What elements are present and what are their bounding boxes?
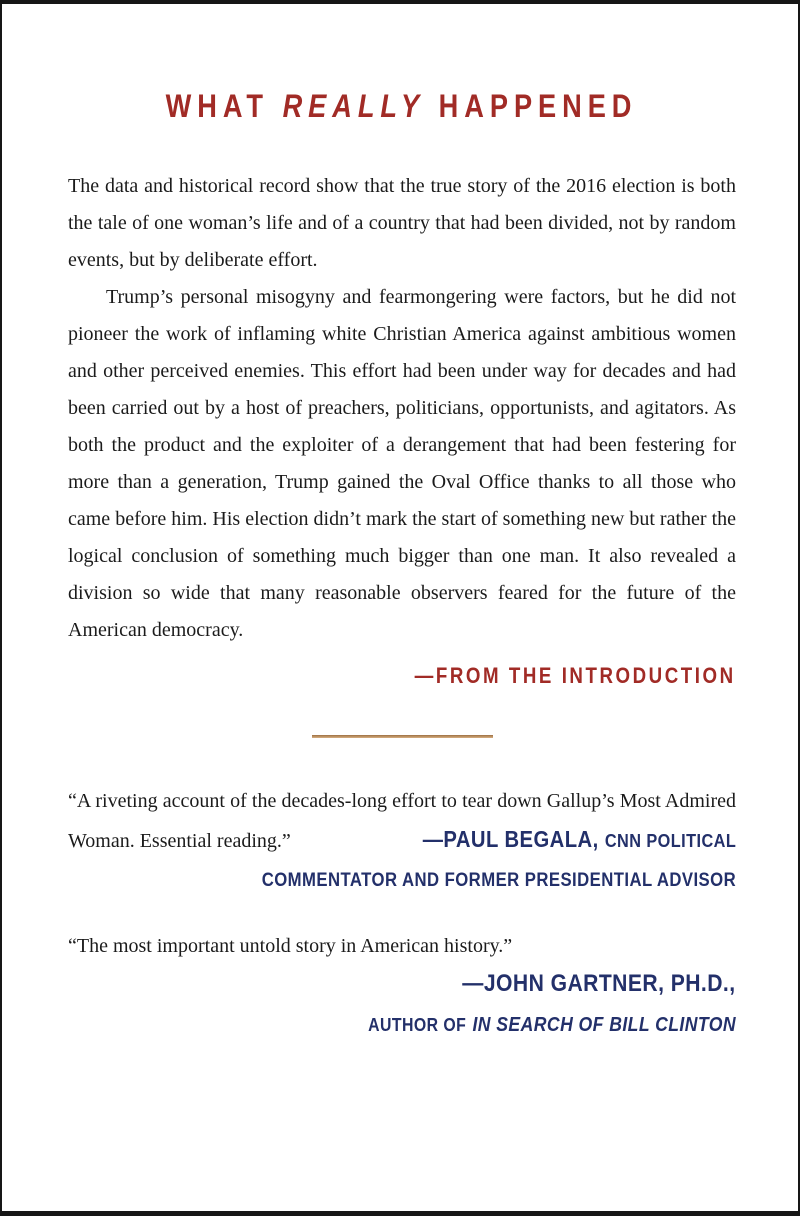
gartner-attribution-row — [68, 965, 736, 1006]
begala-quote-line-2: Woman. Essential reading.” — [68, 830, 291, 852]
intro-paragraph-2: Trump’s personal misogyny and fearmongering were factors, but he did not pioneer the work of inflaming white Christian America against ambitious women and other perceived enemies. This effort had been under way for decades and had been carried out by a host of preachers, politicians, opportunists, and agitators. As both the product and the exploiter of a derangement that had been festering for more than a generation, Trump gained the Oval Office thanks to all those who came before him. His election didn’t mark the start of something new but rather the logical conclusion of something much bigger than one man. It also revealed a division so wide that many reasonable observers feared for the future of the American democracy. — [68, 286, 736, 641]
gartner-attribution — [463, 965, 736, 1006]
title-word-really-italic: REALLY — [283, 88, 426, 124]
page-content — [2, 90, 798, 1046]
title-word-what: WHAT — [166, 88, 270, 124]
intro-attribution-text: —FROM THE INTRODUCTION — [414, 663, 736, 688]
begala-role-inline: CNN POLITICAL — [604, 830, 736, 851]
intro-paragraph-1: The data and historical record show that the true story of the 2016 election is both the tale of one woman’s life and of a country that had been divided, not by random events, but by deliberate effort. — [68, 175, 736, 271]
gartner-credit-prefix: AUTHOR OF — [368, 1015, 467, 1035]
begala-role-row — [68, 862, 736, 901]
section-divider-rule — [312, 735, 493, 738]
blurb-begala — [68, 782, 736, 901]
gartner-attribution-name: —JOHN GARTNER, PH.D., — [462, 970, 736, 997]
begala-quote-line-1: “A riveting account of the decades-long effort to tear down Gallup’s Most Admired — [68, 790, 736, 812]
begala-role-group — [262, 862, 736, 901]
title-line — [166, 90, 638, 122]
page-title — [68, 90, 736, 122]
blurb-gartner — [68, 927, 736, 1046]
introduction-excerpt — [68, 168, 736, 649]
gartner-credit-group — [368, 1006, 736, 1046]
gartner-credit-row — [68, 1006, 736, 1046]
begala-attribution-name: —PAUL BEGALA, — [422, 826, 599, 852]
begala-role-line-2: COMMENTATOR AND FORMER PRESIDENTIAL ADVISOR — [261, 870, 736, 891]
intro-attribution — [68, 663, 736, 689]
gartner-credit-book-title: IN SEARCH OF BILL CLINTON — [472, 1014, 736, 1036]
title-word-happened: HAPPENED — [439, 88, 638, 124]
begala-attribution — [423, 820, 737, 862]
begala-quote-attribution-row — [68, 820, 736, 862]
gartner-quote: “The most important untold story in American history.” — [68, 935, 513, 957]
